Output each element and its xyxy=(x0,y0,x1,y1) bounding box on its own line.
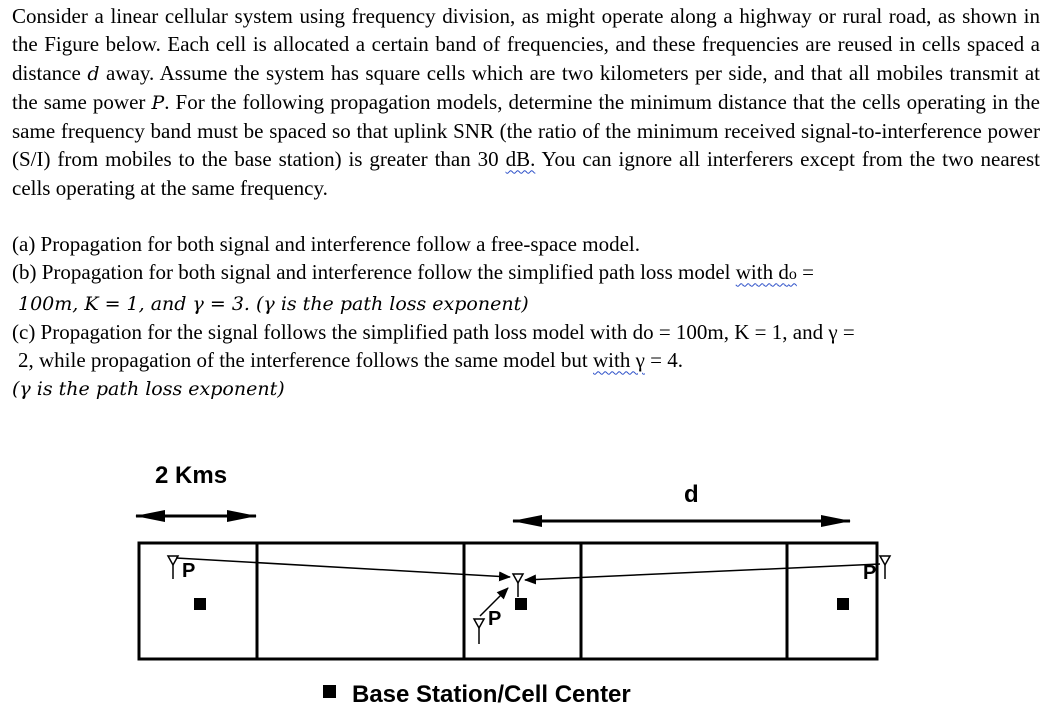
interference-path-left xyxy=(176,558,510,577)
base-station-icon xyxy=(837,598,849,610)
antenna-icon xyxy=(474,619,484,644)
cell-size-label: 2 Kms xyxy=(155,462,228,489)
part-c-line1: (c) Propagation for the signal follows the simplified path loss model with do = 100m, K = 1, and γ = xyxy=(12,319,855,344)
cell-strip xyxy=(139,543,877,659)
problem-text xyxy=(12,2,1040,403)
part-c-line3: (γ is the path loss exponent) xyxy=(12,377,285,400)
base-station-icon xyxy=(194,598,206,610)
power-label: P xyxy=(863,562,877,584)
power-label: P xyxy=(488,608,502,630)
antenna-icon xyxy=(513,574,523,597)
antenna-icon xyxy=(880,556,890,579)
problem-intro: Consider a linear cellular system using frequency division, as might operate along a highway or rural road, as shown in the Figure below. Each cell is allocated a certain band of frequencies, and these frequencies are reused in cells spaced a distance d away. Assume the system has square cells which are two kilometers per side, and that all mobiles transmit at the same power P. For the following propagation models, determine the minimum distance that the cells operating in the same frequency band must be spaced so that uplink SNR (the ratio of the minimum received signal-to-interference power (S/I) from mobiles to the base station) is greater than 30 dB. You can ignore all interferers except from the two nearest cells operating at the same frequency. xyxy=(12,4,1040,200)
part-c-line2: 2, while propagation of the interference follows the same model but with γ = 4. xyxy=(18,348,683,373)
part-b-line2: 100m, K = 1, and γ = 3. (γ is the path loss exponent) xyxy=(18,292,529,315)
legend-label: Base Station/Cell Center xyxy=(352,681,631,708)
base-station-icon xyxy=(515,598,527,610)
part-b-line1: (b) Propagation for both signal and interference follow the simplified path loss model with do = xyxy=(12,260,814,285)
figure-canvas xyxy=(0,440,1059,716)
part-a: (a) Propagation for both signal and interference follow a free-space model. xyxy=(12,232,640,257)
antenna-icon xyxy=(168,556,178,579)
cellular-figure xyxy=(0,440,1059,716)
legend-square-icon xyxy=(323,685,336,698)
interference-path-right xyxy=(525,564,880,580)
power-label: P xyxy=(182,560,196,582)
distance-label: d xyxy=(684,481,699,508)
